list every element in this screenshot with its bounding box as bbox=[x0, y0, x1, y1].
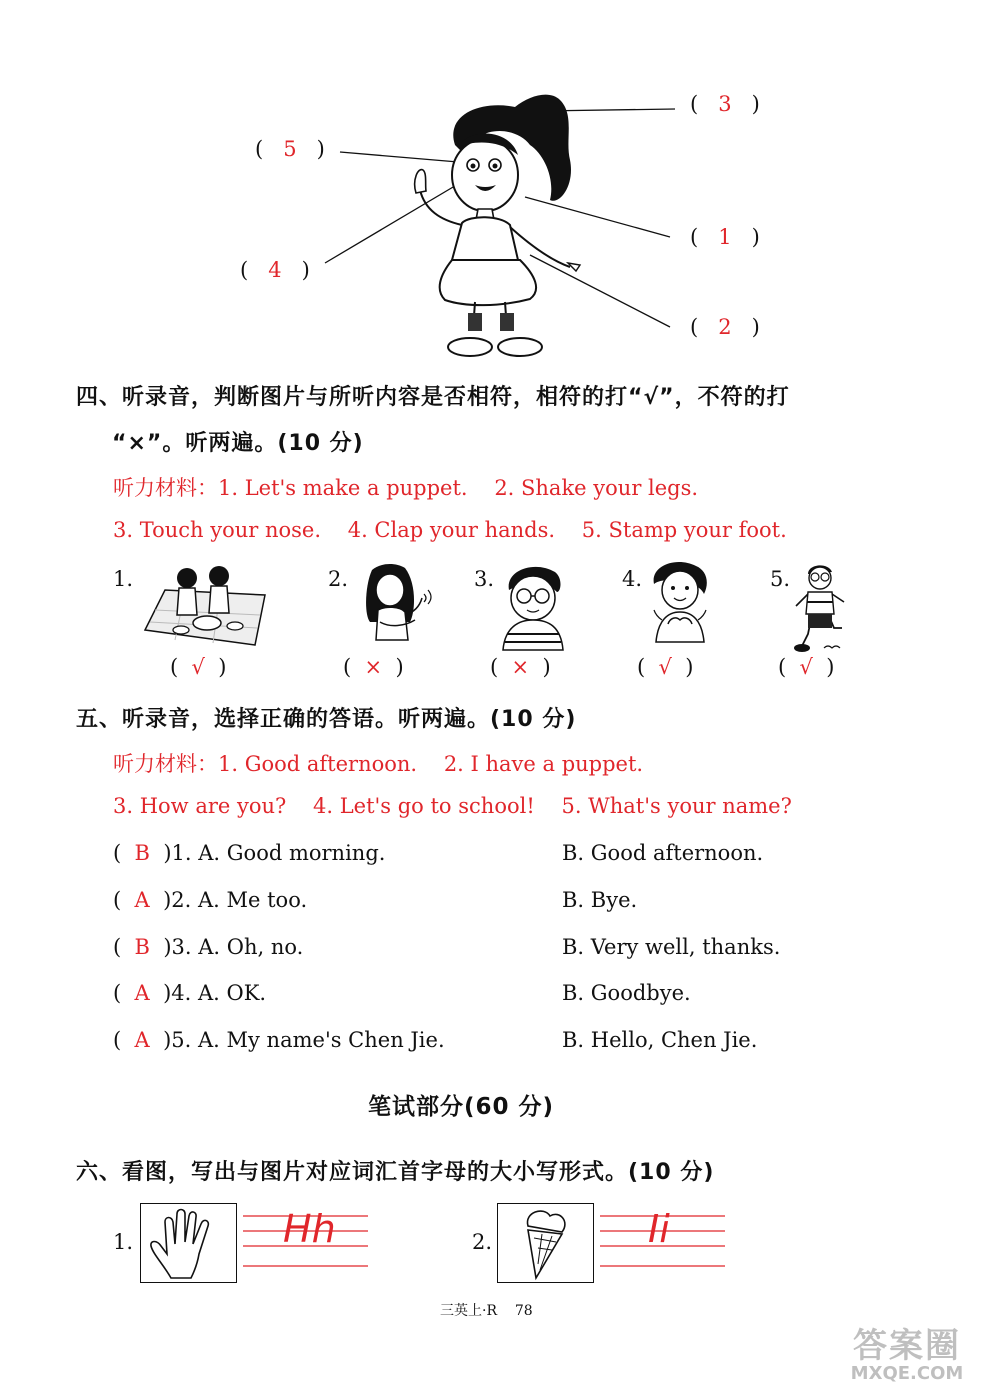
material-item: 3. Touch your nose. bbox=[113, 518, 322, 542]
section4-title-line2: “×”。听两遍。(10 分) bbox=[112, 431, 364, 456]
s4-answer: ( √ ) bbox=[637, 655, 694, 679]
watermark-logo bbox=[822, 1318, 992, 1384]
s4-answer: ( × ) bbox=[343, 655, 404, 679]
material-item: 2. Shake your legs. bbox=[494, 476, 699, 500]
figure-answer: 3 bbox=[718, 92, 732, 116]
boy-glasses-icon bbox=[495, 562, 575, 652]
figure-answer: 4 bbox=[268, 258, 282, 282]
watermark-text: 答案圈 bbox=[853, 1326, 961, 1366]
s5-question-num: )2. bbox=[163, 888, 192, 912]
s6-picture-frame bbox=[140, 1203, 237, 1283]
material-item: 5. What's your name? bbox=[561, 794, 792, 818]
footer-label: 三英上·R bbox=[440, 1303, 497, 1319]
material-item: 5. Stamp your foot. bbox=[581, 518, 787, 542]
s5-question-row: ( A )4. A. OK. bbox=[113, 981, 267, 1005]
material-item: 3. How are you? bbox=[113, 794, 287, 818]
section6-title: 六、看图，写出与图片对应词汇首字母的大小写形式。(10 分) bbox=[76, 1160, 715, 1185]
section5-material-line2 bbox=[113, 794, 792, 818]
s6-answer-ii: Ii bbox=[648, 1207, 670, 1251]
girl-clapping-icon bbox=[640, 560, 720, 650]
s5-answer: A bbox=[134, 981, 150, 1005]
s5-question-row: ( A )2. A. Me too. bbox=[113, 888, 308, 912]
s5-option-b: B. Bye. bbox=[562, 888, 638, 912]
s4-answer-value: √ bbox=[191, 655, 205, 679]
s5-option-a: A. OK. bbox=[198, 981, 267, 1005]
s5-question-num: )5. bbox=[163, 1028, 192, 1052]
s5-option-b: B. Goodbye. bbox=[562, 981, 691, 1005]
watermark-url: MXQE.COM bbox=[850, 1363, 964, 1384]
s5-answer: B bbox=[134, 841, 150, 865]
s5-answer: A bbox=[134, 1028, 150, 1052]
s5-question-row: ( A )5. A. My name's Chen Jie. bbox=[113, 1028, 445, 1052]
figure-label-left-low: ( 4 ) bbox=[240, 258, 310, 282]
section5-title: 五、听录音，选择正确的答语。听两遍。(10 分) bbox=[76, 707, 577, 732]
s4-answer-value: × bbox=[364, 655, 383, 679]
s5-option-b: B. Very well, thanks. bbox=[562, 935, 781, 959]
hand-icon bbox=[141, 1204, 236, 1282]
s6-picture-frame bbox=[497, 1203, 594, 1283]
page-footer bbox=[440, 1300, 533, 1320]
s5-question-num: )4. bbox=[163, 981, 192, 1005]
material-item: 1. Let's make a puppet. bbox=[218, 476, 468, 500]
figure-label-left-eye: ( 5 ) bbox=[255, 137, 325, 161]
s5-option-a: A. Good morning. bbox=[198, 841, 386, 865]
written-part-title: 笔试部分(60 分) bbox=[368, 1094, 555, 1120]
section5-material-line1 bbox=[113, 748, 643, 778]
s4-answer: ( × ) bbox=[490, 655, 551, 679]
figure-label-right-low: ( 2 ) bbox=[690, 315, 760, 339]
section4-title-line1: 四、听录音，判断图片与所听内容是否相符，相符的打“√”，不符的打 bbox=[76, 385, 790, 410]
picnic-kids-icon bbox=[135, 560, 275, 650]
s4-item-num: 2. bbox=[328, 567, 349, 591]
s6-answer-hh: Hh bbox=[283, 1207, 336, 1251]
material-item: 4. Let's go to school! bbox=[312, 794, 535, 818]
s5-option-b: B. Hello, Chen Jie. bbox=[562, 1028, 758, 1052]
s5-question-row: ( B )1. A. Good morning. bbox=[113, 841, 386, 865]
s5-question-row: ( B )3. A. Oh, no. bbox=[113, 935, 304, 959]
s6-item-num: 2. bbox=[472, 1230, 493, 1254]
s5-option-a: A. Me too. bbox=[198, 888, 308, 912]
s5-option-a: A. Oh, no. bbox=[198, 935, 304, 959]
page-number: 78 bbox=[514, 1303, 533, 1319]
material-item: 4. Clap your hands. bbox=[347, 518, 556, 542]
material-item: 2. I have a puppet. bbox=[443, 752, 644, 776]
girl-shaking-icon bbox=[350, 560, 440, 655]
s6-item-num: 1. bbox=[113, 1230, 134, 1254]
section4-material-line2 bbox=[113, 518, 787, 542]
boy-stamping-icon bbox=[790, 562, 850, 657]
figure-label-right-mid: ( 1 ) bbox=[690, 225, 760, 249]
material-label: 听力材料： bbox=[113, 752, 218, 776]
s5-answer: A bbox=[134, 888, 150, 912]
material-label: 听力材料： bbox=[113, 476, 218, 500]
s4-answer-value: √ bbox=[799, 655, 813, 679]
material-item: 1. Good afternoon. bbox=[218, 752, 418, 776]
figure-answer: 2 bbox=[718, 315, 732, 339]
s5-option-b: B. Good afternoon. bbox=[562, 841, 764, 865]
figure-answer: 1 bbox=[718, 225, 732, 249]
figure-answer: 5 bbox=[283, 137, 297, 161]
section4-material-line1 bbox=[113, 472, 698, 502]
figure-label-top-right: ( 3 ) bbox=[690, 92, 760, 116]
s4-item-num: 1. bbox=[113, 567, 134, 591]
s4-answer: ( √ ) bbox=[778, 655, 835, 679]
s5-question-num: )1. bbox=[163, 841, 192, 865]
s4-answer-value: √ bbox=[658, 655, 672, 679]
s4-item-num: 3. bbox=[474, 567, 495, 591]
s5-question-num: )3. bbox=[163, 935, 192, 959]
s4-item-num: 5. bbox=[770, 567, 791, 591]
s5-answer: B bbox=[134, 935, 150, 959]
s4-answer-value: × bbox=[511, 655, 530, 679]
ice-cream-icon bbox=[498, 1204, 593, 1282]
s4-answer: ( √ ) bbox=[170, 655, 227, 679]
s4-item-num: 4. bbox=[622, 567, 643, 591]
s5-option-a: A. My name's Chen Jie. bbox=[198, 1028, 445, 1052]
